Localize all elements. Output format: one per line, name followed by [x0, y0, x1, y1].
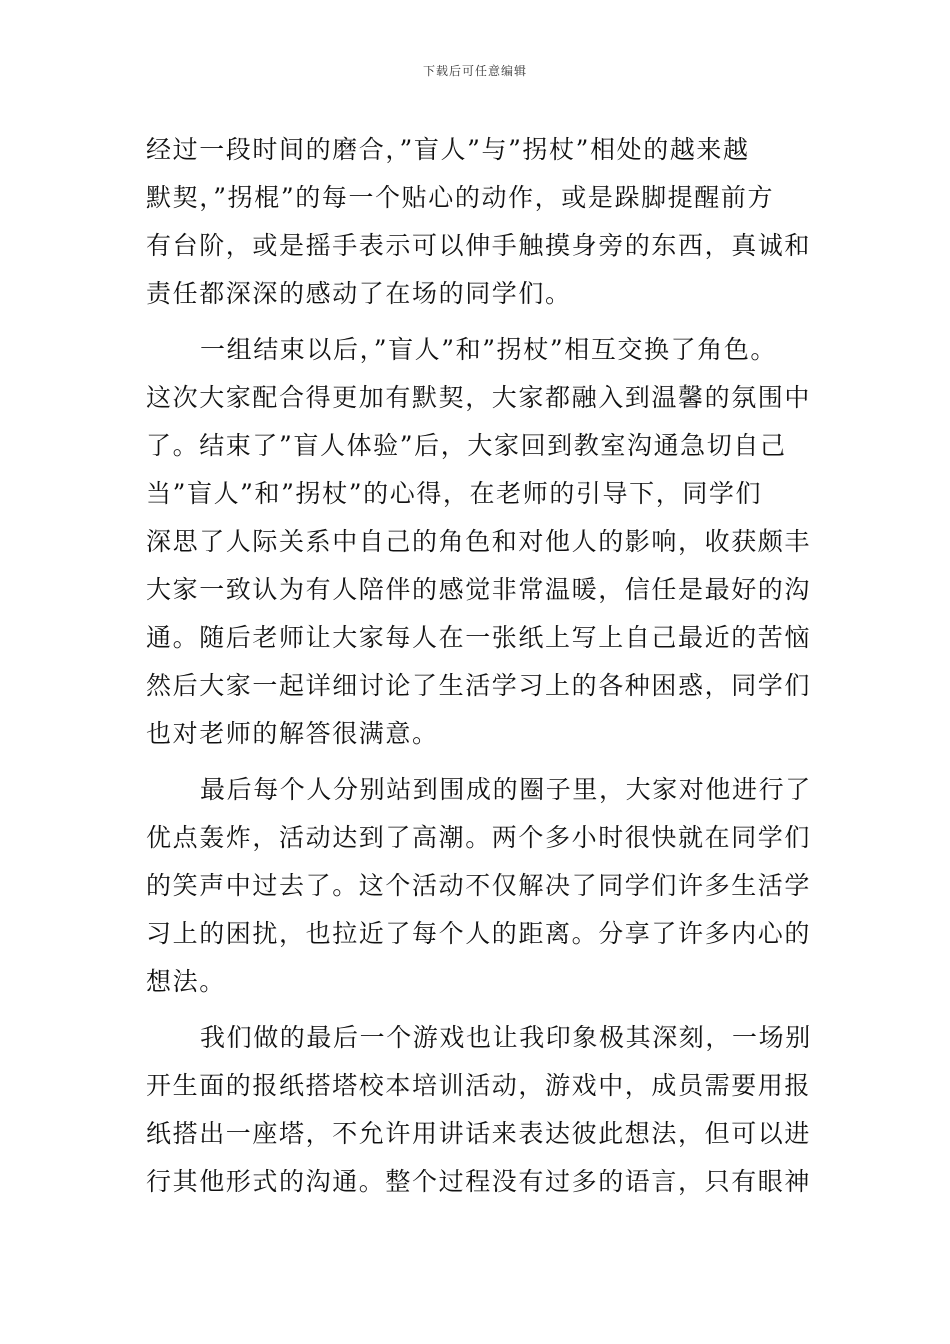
text-line: 行其他形式的沟通。整个过程没有过多的语言，只有眼神 [146, 1167, 812, 1196]
text-line: 我们做的最后一个游戏也让我印象极其深刻，一场别 [200, 1023, 812, 1052]
text-line: 也对老师的解答很满意。 [146, 719, 439, 748]
text-line: 有台阶，或是摇手表示可以伸手触摸身旁的东西，真诚和 [146, 231, 812, 260]
text-line: 大家一致认为有人陪伴的感觉非常温暖，信任是最好的沟 [146, 575, 812, 604]
paragraph-2 [146, 326, 814, 758]
text-line: 纸搭出一座塔，不允许用讲话来表达彼此想法，但可以进 [146, 1119, 812, 1148]
text-line: 最后每个人分别站到围成的圈子里，大家对他进行了 [200, 775, 812, 804]
page-header: 下载后可任意编辑 [422, 64, 527, 78]
text-line: 想法。 [146, 967, 226, 996]
document-body [146, 126, 814, 1214]
text-line: 优点轰炸，活动达到了高潮。两个多小时很快就在同学们 [146, 823, 812, 852]
text-line: 通。随后老师让大家每人在一张纸上写上自己最近的苦恼 [146, 623, 812, 652]
paragraph-1 [146, 126, 814, 318]
text-line: 责任都深深的感动了在场的同学们。 [146, 279, 572, 308]
text-line: 当”盲人”和”拐杖”的心得，在老师的引导下，同学们 [146, 479, 763, 508]
text-line: 然后大家一起详细讨论了生活学习上的各种困惑，同学们 [146, 671, 812, 700]
text-line: 开生面的报纸搭塔校本培训活动，游戏中，成员需要用报 [146, 1071, 812, 1100]
text-line: 一组结束以后，”盲人”和”拐杖”相互交换了角色。 [200, 335, 778, 364]
text-line: 默契，”拐棍”的每一个贴心的动作，或是跺脚提醒前方 [146, 183, 775, 212]
text-line: 深思了人际关系中自己的角色和对他人的影响，收获颇丰 [146, 527, 812, 556]
text-line: 了。结束了”盲人体验”后，大家回到教室沟通急切自己 [146, 431, 787, 460]
paragraph-4 [146, 1014, 814, 1206]
text-line: 经过一段时间的磨合，”盲人”与”拐杖”相处的越来越 [146, 135, 750, 164]
text-line: 习上的困扰，也拉近了每个人的距离。分享了许多内心的 [146, 919, 812, 948]
text-line: 这次大家配合得更加有默契，大家都融入到温馨的氛围中 [146, 383, 812, 412]
text-line: 的笑声中过去了。这个活动不仅解决了同学们许多生活学 [146, 871, 812, 900]
paragraph-3 [146, 766, 814, 1006]
